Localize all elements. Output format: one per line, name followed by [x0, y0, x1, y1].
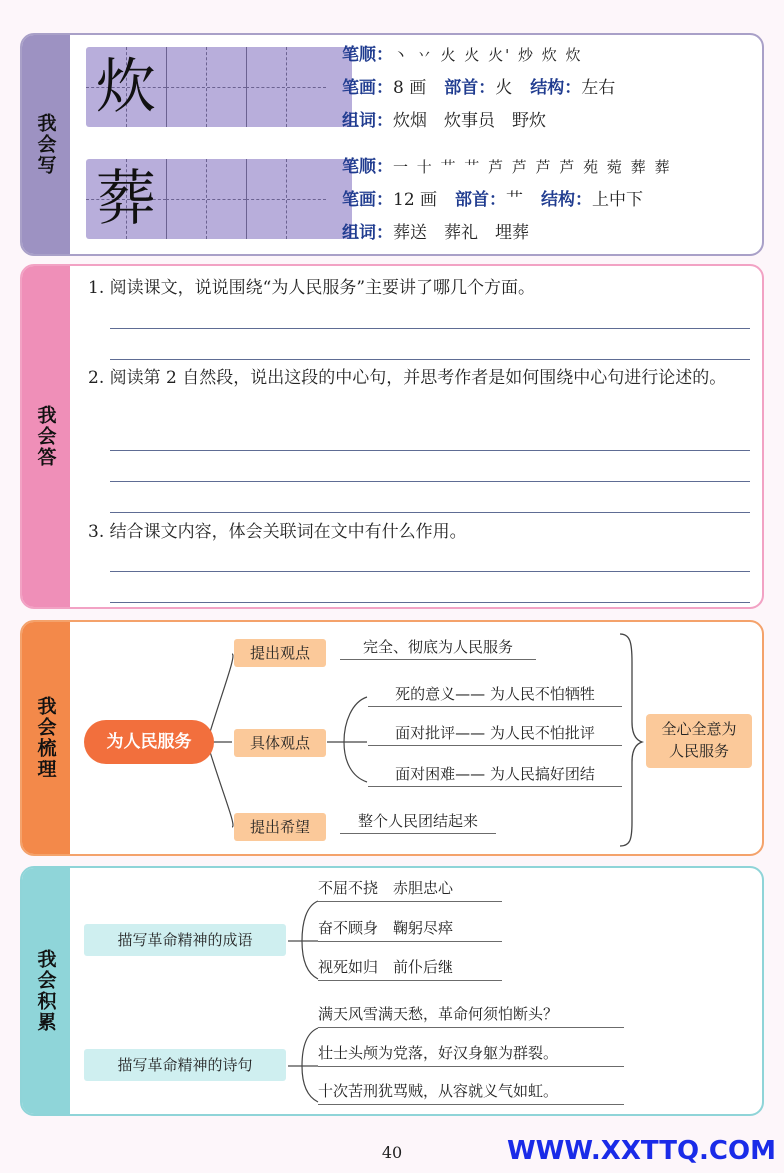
stroke-order-label: 笔顺： [342, 157, 393, 177]
stroke-order: 一 十 艹 艹 芦 芦 芦 芦 苑 菀 葬 葬 [393, 158, 672, 176]
structure-label: 结构： [541, 190, 593, 210]
stroke-count: 8 画 [393, 78, 427, 98]
result-line-1: 全心全意为 [661, 720, 737, 738]
branch-hope: 提出希望 [234, 813, 326, 841]
writing-grid-1 [86, 47, 352, 127]
answer-line[interactable] [110, 328, 750, 329]
words-label: 组词： [342, 111, 393, 131]
words-label: 组词： [342, 223, 393, 243]
writing-grid-2 [86, 159, 352, 239]
watermark: WWW.XXTTQ.COM [507, 1136, 776, 1166]
write-section [20, 33, 764, 256]
answer-line[interactable] [110, 450, 750, 451]
radical: 火 [495, 78, 513, 98]
sort-tab-label: 我会梳理 [34, 696, 57, 780]
structure-label: 结构： [530, 78, 582, 98]
idioms-label: 描写革命精神的成语 [84, 924, 286, 956]
answer-line[interactable] [110, 571, 750, 572]
stroke-order-label: 笔顺： [342, 45, 393, 65]
mindmap-result [646, 714, 752, 768]
answer-tab [22, 266, 70, 607]
structure: 上中下 [592, 190, 644, 210]
radical-label: 部首： [455, 190, 507, 210]
idiom-line-3: 视死如归 前仆后继 [318, 956, 502, 981]
sort-section [20, 620, 764, 856]
branch-hope-leaf: 整个人民团结起来 [340, 810, 496, 834]
stroke-count: 12 画 [393, 190, 438, 210]
mindmap-root: 为人民服务 [84, 720, 214, 764]
specific-leaf-3: 面对困难—— 为人民搞好团结 [368, 763, 622, 787]
words: 炊烟 炊事员 野炊 [393, 111, 546, 131]
stroke-order: 丶 丷 火 火 火' 炒 炊 炊 [393, 46, 583, 64]
stroke-count-label: 笔画： [342, 78, 393, 98]
accumulate-section [20, 866, 764, 1116]
practice-char-1: 炊 [96, 52, 156, 122]
write-tab-label: 我会写 [34, 113, 57, 176]
answer-section [20, 264, 764, 609]
answer-line[interactable] [110, 359, 750, 360]
specific-leaf-2: 面对批评—— 为人民不怕批评 [368, 722, 622, 746]
structure: 左右 [581, 78, 616, 98]
poem-line-2: 壮士头颅为党落，好汉身躯为群裂。 [318, 1042, 624, 1067]
poems-label: 描写革命精神的诗句 [84, 1049, 286, 1081]
page-number: 40 [381, 1143, 403, 1162]
answer-line[interactable] [110, 481, 750, 482]
answer-line[interactable] [110, 512, 750, 513]
poem-line-3: 十次苦刑犹骂贼，从容就义气如虹。 [318, 1080, 624, 1105]
write-tab [22, 35, 70, 254]
question-1: 1. 阅读课文，说说围绕“为人民服务”主要讲了哪几个方面。 [88, 278, 536, 298]
answer-tab-label: 我会答 [34, 405, 57, 468]
stroke-count-label: 笔画： [342, 190, 393, 210]
answer-line[interactable] [110, 602, 750, 603]
idiom-line-1: 不屈不挠 赤胆忠心 [318, 877, 502, 902]
radical: 艹 [506, 190, 524, 210]
specific-leaf-1: 死的意义—— 为人民不怕牺牲 [368, 683, 622, 707]
branch-viewpoint-leaf: 完全、彻底为人民服务 [340, 636, 536, 660]
question-2: 2. 阅读第 2 自然段，说出这段的中心句，并思考作者是如何围绕中心句进行论述的。 [88, 368, 727, 388]
branch-viewpoint: 提出观点 [234, 639, 326, 667]
idiom-line-2: 奋不顾身 鞠躬尽瘁 [318, 917, 502, 942]
practice-char-2: 葬 [96, 164, 156, 234]
result-line-2: 人民服务 [668, 742, 729, 760]
branch-specific: 具体观点 [234, 729, 326, 757]
words: 葬送 葬礼 埋葬 [393, 223, 529, 243]
char-info-2 [342, 151, 671, 250]
poem-line-1: 满天风雪满天愁，革命何须怕断头？ [318, 1003, 624, 1028]
radical-label: 部首： [444, 78, 496, 98]
question-3: 3. 结合课文内容，体会关联词在文中有什么作用。 [88, 522, 467, 542]
accumulate-tab-label: 我会积累 [34, 949, 57, 1033]
char-info-1 [342, 39, 615, 138]
